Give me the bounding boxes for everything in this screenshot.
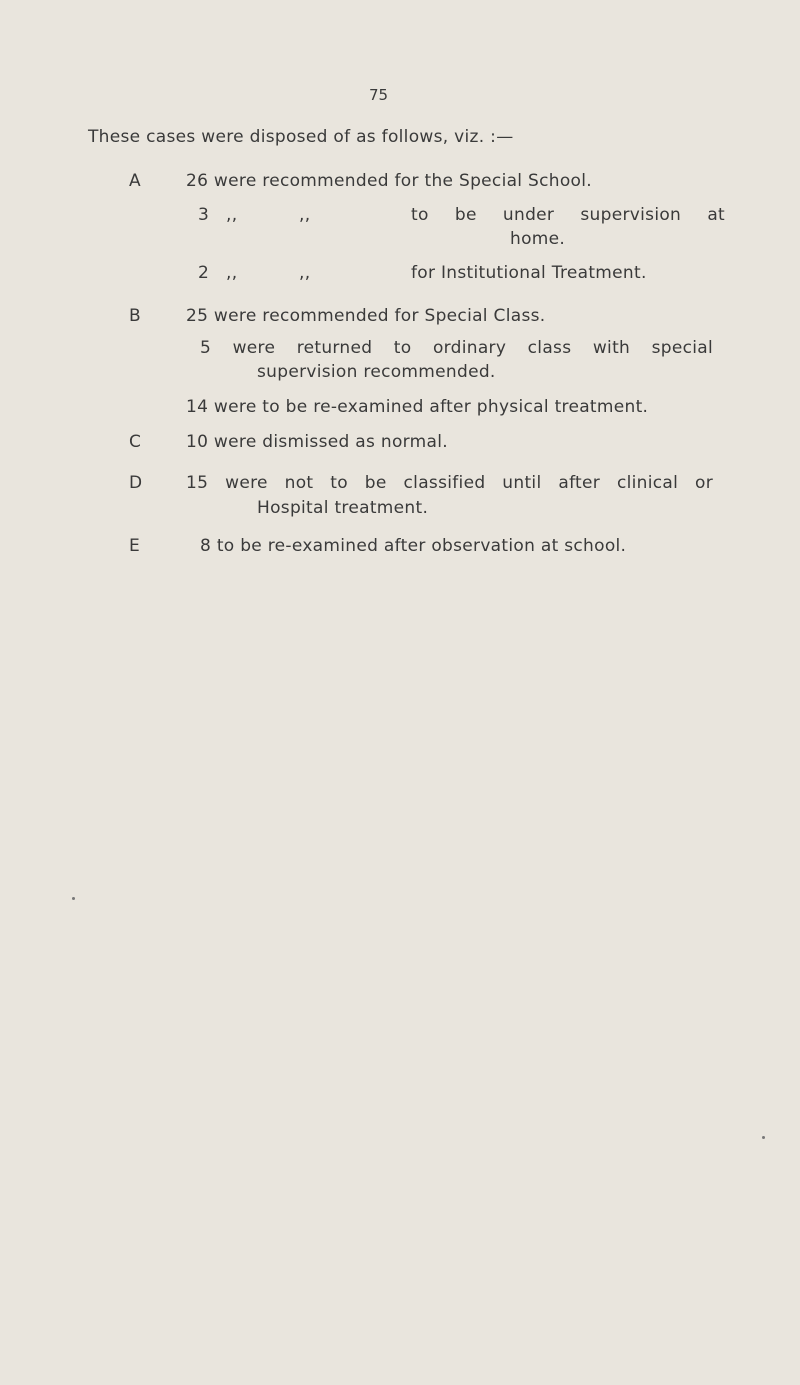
section-b-line-2: 5 were returned to ordinary class with special bbox=[200, 338, 713, 358]
ditto-mark: ,, bbox=[299, 263, 311, 283]
section-a-line-2-number: 3 bbox=[198, 205, 210, 225]
section-letter: C bbox=[129, 432, 142, 452]
section-a-line-2-continuation: home. bbox=[510, 229, 566, 249]
section-b-line-3: 14 were to be re-examined after physical treatment. bbox=[186, 397, 649, 417]
ditto-mark: ,, bbox=[226, 263, 238, 283]
section-b-line-2-continuation: supervision recommended. bbox=[257, 362, 496, 382]
section-d-line-1-continuation: Hospital treatment. bbox=[257, 498, 429, 518]
section-a-line-2: to be under supervision at bbox=[411, 205, 725, 225]
section-e-line-1: 8 to be re-examined after observation at school. bbox=[200, 536, 627, 556]
section-letter: A bbox=[129, 171, 141, 191]
intro-text: These cases were disposed of as follows, viz. :— bbox=[88, 127, 514, 147]
section-letter: B bbox=[129, 306, 141, 326]
section-b-line-1: 25 were recommended for Special Class. bbox=[186, 306, 546, 326]
section-a-line-3-number: 2 bbox=[198, 263, 210, 283]
section-a-line-3: for Institutional Treatment. bbox=[411, 263, 647, 283]
section-c-line-1: 10 were dismissed as normal. bbox=[186, 432, 448, 452]
ditto-mark: ,, bbox=[299, 205, 311, 225]
page-number: 75 bbox=[369, 86, 389, 104]
paper-speck bbox=[762, 1136, 765, 1139]
ditto-mark: ,, bbox=[226, 205, 238, 225]
section-letter: E bbox=[129, 536, 141, 556]
section-letter: D bbox=[129, 473, 143, 493]
section-a-line-1: 26 were recommended for the Special School. bbox=[186, 171, 592, 191]
paper-speck bbox=[72, 897, 75, 900]
section-d-line-1: 15 were not to be classified until after clinical or bbox=[186, 473, 713, 493]
